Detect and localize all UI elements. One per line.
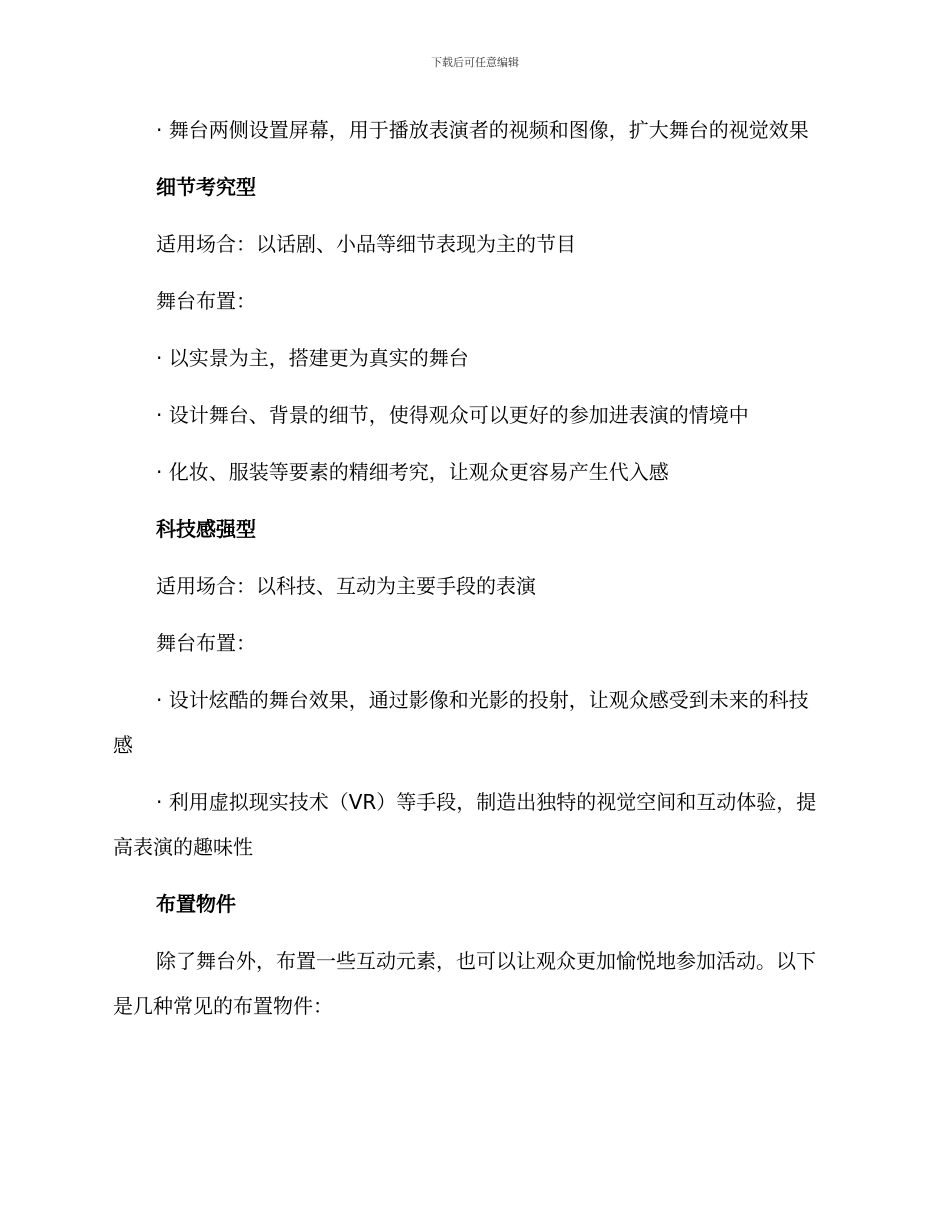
- bullet-item: · 设计炫酷的舞台效果，通过影像和光影的投射，让观众感受到未来的科技感: [113, 688, 809, 757]
- bullet-item: · 利用虚拟现实技术（VR）等手段，制造出独特的视觉空间和互动体验，提高表演的趣味性: [113, 790, 817, 859]
- bullet-item: · 化妆、服装等要素的精细考究，让观众更容易产生代入感: [156, 460, 669, 484]
- paragraph: 适用场合：以话剧、小品等细节表现为主的节目: [156, 232, 576, 256]
- paragraph: 除了舞台外，布置一些互动元素，也可以让观众更加愉悦地参加活动。以下是几种常见的布置物件：: [113, 949, 816, 1018]
- paragraph: 适用场合：以科技、互动为主要手段的表演: [156, 574, 536, 598]
- section-heading: 布置物件: [156, 892, 236, 916]
- document-body: [113, 108, 825, 1029]
- section-heading: 科技感强型: [156, 517, 256, 541]
- bullet-item: · 设计舞台、背景的细节，使得观众可以更好的参加进表演的情境中: [156, 403, 749, 427]
- section-heading: 细节考究型: [156, 175, 256, 199]
- bullet-item: · 以实景为主，搭建更为真实的舞台: [156, 346, 469, 370]
- page-header: 下载后可任意编辑: [431, 56, 519, 69]
- paragraph: 舞台布置：: [156, 631, 256, 655]
- paragraph: 舞台布置：: [156, 289, 256, 313]
- bullet-item: · 舞台两侧设置屏幕，用于播放表演者的视频和图像，扩大舞台的视觉效果: [156, 118, 809, 142]
